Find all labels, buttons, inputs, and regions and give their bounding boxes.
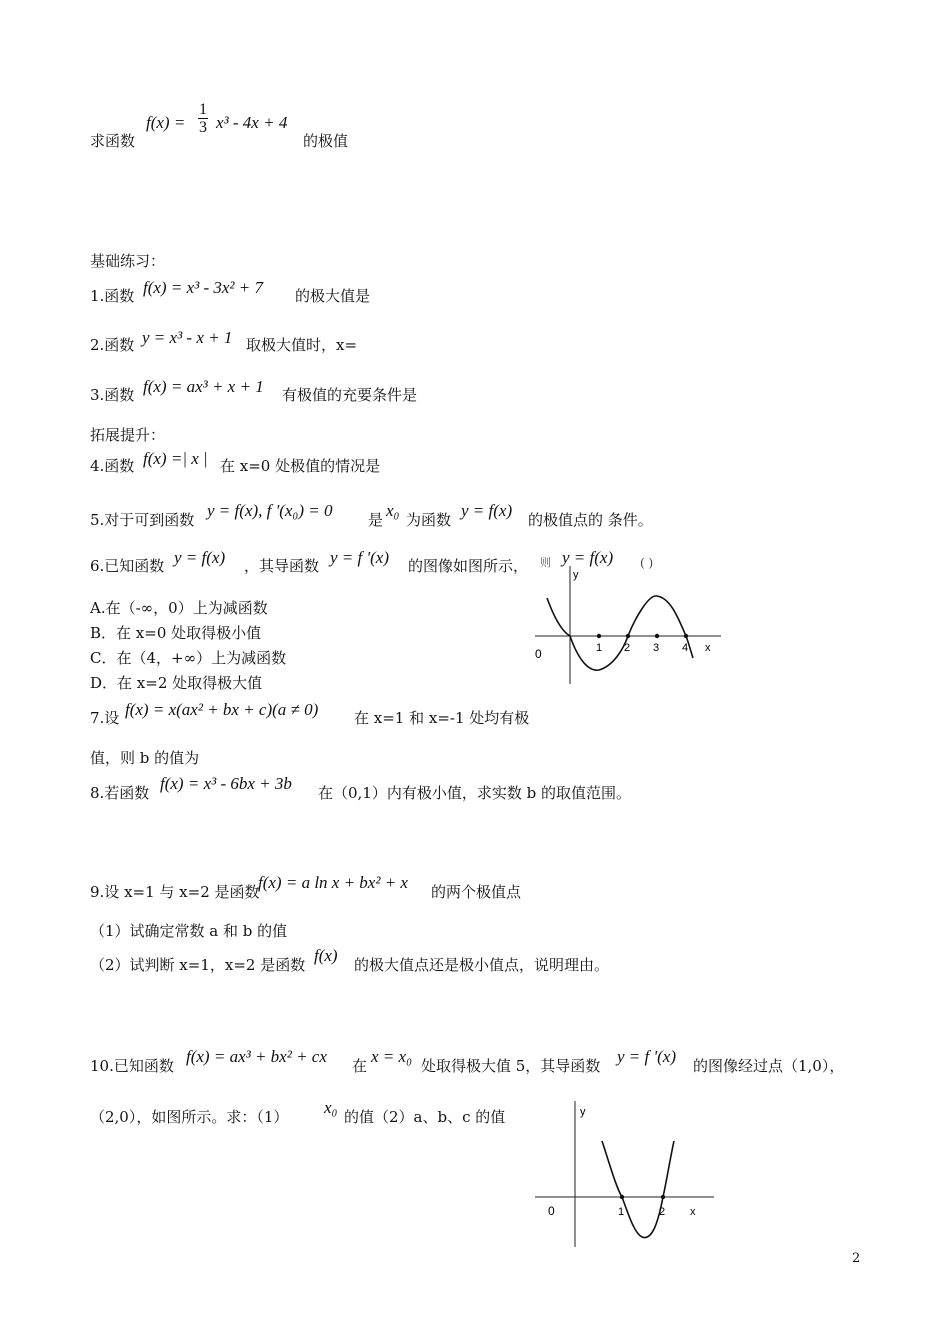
origin-label: 0 bbox=[535, 647, 542, 661]
q2-suffix: 取极大值时，x= bbox=[246, 336, 358, 354]
q10-line2-suffix: 的值（2）a、b、c 的值 bbox=[344, 1108, 506, 1126]
q5-mid1: 是 bbox=[368, 511, 384, 529]
q6-paren: ( ) bbox=[640, 556, 654, 570]
tick-4: 4 bbox=[682, 642, 689, 654]
q2-prefix: 2.函数 bbox=[90, 336, 135, 354]
intro-formula-right: x³ - 4x + 4 bbox=[216, 113, 288, 132]
q9-sub2-prefix: （2）试判断 x=1，x=2 是函数 bbox=[90, 956, 306, 974]
q6-prefix: 6.已知函数 bbox=[90, 557, 165, 575]
derivative-parabola bbox=[602, 1141, 674, 1238]
q3-suffix: 有极值的充要条件是 bbox=[282, 386, 418, 404]
basic-heading: 基础练习： bbox=[90, 252, 166, 270]
fraction-denominator: 3 bbox=[199, 119, 207, 136]
q9-sub2-suffix: 的极大值点还是极小值点，说明理由。 bbox=[354, 956, 610, 974]
q5-formula2: x₀ bbox=[386, 501, 400, 520]
q6-cut-text: 则 bbox=[540, 556, 551, 569]
point-2 bbox=[661, 1195, 665, 1199]
q5-mid2: 为函数 bbox=[406, 511, 452, 529]
q5-formula3: y = f(x) bbox=[461, 501, 513, 520]
q1-formula: f(x) = x³ - 3x² + 7 bbox=[143, 278, 263, 297]
q5-prefix: 5.对于可到函数 bbox=[90, 511, 195, 529]
x-label: x bbox=[690, 1206, 696, 1218]
x-label: x bbox=[705, 642, 711, 654]
q8-suffix: 在（0,1）内有极小值，求实数 b 的取值范围。 bbox=[318, 784, 631, 802]
q6-option-c: C．在（4，+∞）上为减函数 bbox=[90, 649, 287, 667]
q7-prefix: 7.设 bbox=[90, 709, 120, 727]
q6-formula2: y = f '(x) bbox=[330, 548, 389, 567]
q9-prefix: 9.设 x=1 与 x=2 是函数 bbox=[90, 883, 260, 901]
q7-formula: f(x) = x(ax² + bx + c)(a ≠ 0) bbox=[125, 700, 319, 719]
intro-fraction bbox=[198, 101, 208, 136]
q10-suffix: 的图像经过点（1,0）， bbox=[693, 1057, 845, 1075]
intro-prefix: 求函数 bbox=[90, 132, 136, 150]
q10-mid2: 处取得极大值 5，其导函数 bbox=[421, 1057, 601, 1075]
derivative-graph-1 bbox=[525, 560, 725, 690]
q6-option-b: B．在 x=0 处取得极小值 bbox=[90, 624, 262, 642]
q4-prefix: 4.函数 bbox=[90, 457, 135, 475]
q9-sub1: （1）试确定常数 a 和 b 的值 bbox=[90, 922, 288, 940]
tick-1: 1 bbox=[618, 1206, 625, 1218]
q1-prefix: 1.函数 bbox=[90, 287, 135, 305]
q4-formula: f(x) =| x | bbox=[143, 449, 208, 468]
q10-line2-prefix: （2,0），如图所示。求：（1） bbox=[90, 1108, 289, 1126]
point-1 bbox=[597, 634, 601, 638]
intro-formula-left: f(x) = bbox=[146, 113, 186, 132]
q8-formula: f(x) = x³ - 6bx + 3b bbox=[160, 774, 292, 793]
q6-option-a: A.在（-∞，0）上为减函数 bbox=[90, 599, 268, 617]
q10-mid1: 在 bbox=[352, 1057, 368, 1075]
q10-formula3: y = f '(x) bbox=[617, 1047, 676, 1066]
q6-formula1: y = f(x) bbox=[174, 548, 226, 567]
point-2 bbox=[626, 634, 630, 638]
q6-option-d: D．在 x=2 处取得极大值 bbox=[90, 674, 263, 692]
q9-formula: f(x) = a ln x + bx² + x bbox=[258, 873, 408, 892]
q7-suffix: 在 x=1 和 x=-1 处均有极 bbox=[354, 709, 530, 727]
fraction-numerator: 1 bbox=[199, 101, 207, 118]
q6-mid: ，其导函数 bbox=[244, 557, 320, 575]
q7-line2: 值，则 b 的值为 bbox=[90, 749, 200, 767]
extend-heading: 拓展提升： bbox=[90, 426, 166, 444]
y-label: y bbox=[580, 1106, 586, 1118]
q9-suffix: 的两个极值点 bbox=[431, 883, 522, 901]
origin-label: 0 bbox=[548, 1204, 555, 1218]
point-3 bbox=[655, 634, 659, 638]
intro-suffix: 的极值 bbox=[303, 132, 349, 150]
q3-prefix: 3.函数 bbox=[90, 386, 135, 404]
q10-prefix: 10.已知函数 bbox=[90, 1057, 174, 1075]
page-number: 2 bbox=[852, 1251, 861, 1266]
q10-formula2: x = x₀ bbox=[371, 1047, 412, 1066]
tick-2: 2 bbox=[624, 642, 631, 654]
q9-sub2-formula: f(x) bbox=[314, 946, 338, 965]
q2-formula: y = x³ - x + 1 bbox=[142, 328, 233, 347]
q5-suffix: 的极值点的 条件。 bbox=[528, 511, 653, 529]
derivative-graph-2 bbox=[530, 1095, 720, 1250]
q4-suffix: 在 x=0 处极值的情况是 bbox=[220, 457, 381, 475]
derivative-curve bbox=[547, 596, 693, 670]
y-label: y bbox=[573, 569, 579, 581]
q5-formula1: y = f(x), f '(x₀) = 0 bbox=[207, 501, 333, 520]
q10-formula1: f(x) = ax³ + bx² + cx bbox=[186, 1047, 327, 1066]
tick-3: 3 bbox=[653, 642, 660, 654]
q8-prefix: 8.若函数 bbox=[90, 784, 150, 802]
q6-formula3: y = f(x) bbox=[562, 548, 614, 567]
tick-2: 2 bbox=[659, 1206, 666, 1218]
point-1 bbox=[620, 1195, 624, 1199]
q3-formula: f(x) = ax³ + x + 1 bbox=[143, 377, 264, 396]
tick-1: 1 bbox=[596, 642, 603, 654]
q10-line2-formula: x₀ bbox=[324, 1098, 338, 1117]
point-4 bbox=[684, 634, 688, 638]
q6-mid2: 的图像如图所示， bbox=[408, 557, 529, 575]
q1-suffix: 的极大值是 bbox=[295, 287, 371, 305]
